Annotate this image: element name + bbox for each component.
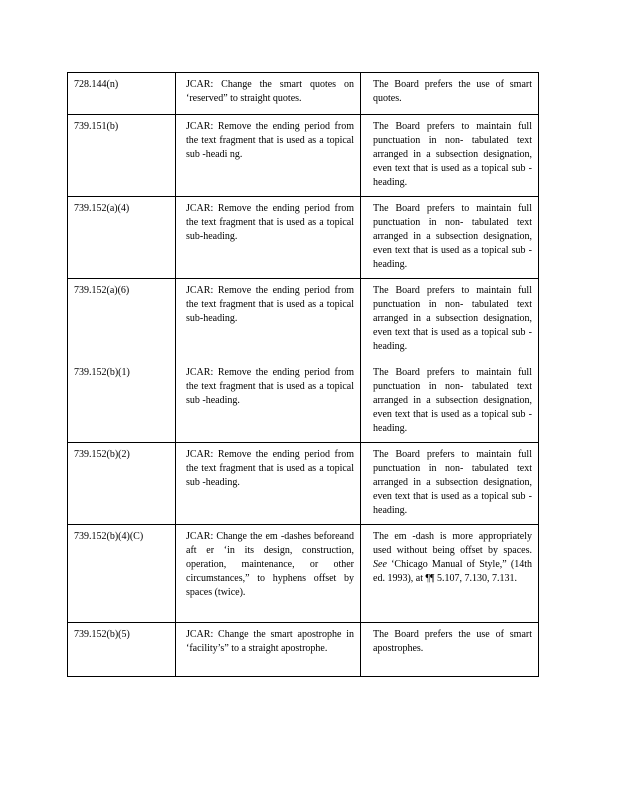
- jcar-comment: JCAR: Remove the ending period from the text fragment that is used as a topical sub -heading.: [186, 449, 354, 488]
- table-row: [68, 197, 539, 279]
- board-response-cell: [361, 197, 539, 279]
- jcar-comment-cell: [176, 115, 361, 197]
- section-cell: [68, 361, 176, 443]
- jcar-comment: JCAR: Change the smart apostrophe in ‘facility’s” to a straight apostrophe.: [186, 629, 354, 654]
- jcar-comment: JCAR: Remove the ending period from the text fragment that is used as a topical sub -headi ng.: [186, 121, 354, 160]
- section-cell: [68, 279, 176, 361]
- section-number: 739.152(a)(4): [74, 203, 130, 214]
- section-cell: [68, 443, 176, 525]
- jcar-comment-cell: [176, 525, 361, 623]
- jcar-response-table: [67, 72, 539, 677]
- board-response-citation: ‘Chicago Manual of Style,” (14th ed. 1993), at ¶¶ 5.107, 7.130, 7.131.: [373, 559, 532, 584]
- jcar-comment: JCAR: Change the em -dashes beforeand aft er ‘in its design, construction, operation, maintenance, or other circumstances,” to hyphens offset by spaces (twice).: [186, 531, 354, 598]
- board-response: The Board prefers to maintain full punctuation in non- tabulated text arranged in a subsection designation, even text that is used as a topical sub -heading.: [373, 203, 532, 270]
- section-number: 739.152(b)(2): [74, 449, 130, 460]
- section-number: 739.152(b)(5): [74, 629, 130, 640]
- section-number: 739.151(b): [74, 121, 119, 132]
- board-response-cell: [361, 361, 539, 443]
- board-response-cell: [361, 623, 539, 677]
- jcar-comment-cell: [176, 197, 361, 279]
- board-response-cell: [361, 525, 539, 623]
- table-row: [68, 525, 539, 623]
- jcar-comment: JCAR: Remove the ending period from the text fragment that is used as a topical sub -heading.: [186, 366, 354, 406]
- board-response-cell: [361, 443, 539, 525]
- section-cell: [68, 525, 176, 623]
- section-number: 728.144(n): [74, 79, 119, 90]
- table-row: [68, 279, 539, 361]
- board-response-cell: [361, 115, 539, 197]
- section-number: 739.152(a)(6): [74, 285, 130, 296]
- jcar-comment-cell: [176, 623, 361, 677]
- jcar-comment-cell: [176, 279, 361, 361]
- board-response: The Board prefers the use of smart quotes.: [373, 79, 532, 104]
- jcar-comment: JCAR: Remove the ending period from the text fragment that is used as a topical sub-heading.: [186, 203, 354, 242]
- jcar-comment: JCAR: Remove the ending period from the text fragment that is used as a topical sub-heading.: [186, 285, 354, 324]
- section-number: 739.152(b)(1): [74, 366, 130, 378]
- board-response: The Board prefers to maintain full punctuation in non- tabulated text arranged in a subsection designation, even text that is used as a topical sub -heading.: [373, 285, 532, 352]
- table-row: [68, 623, 539, 677]
- jcar-comment-cell: [176, 361, 361, 443]
- table-row: [68, 361, 539, 443]
- section-cell: [68, 623, 176, 677]
- table-row: [68, 443, 539, 525]
- table-row: [68, 73, 539, 115]
- see-signal: See: [373, 559, 387, 570]
- board-response-part: The em -dash is more appropriately used without being offset by spaces.: [373, 531, 532, 556]
- board-response: The Board prefers to maintain full punctuation in non- tabulated text arranged in a subsection designation, even text that is used as a topical sub -heading.: [373, 366, 532, 434]
- jcar-comment-cell: [176, 443, 361, 525]
- board-response: The Board prefers to maintain full punctuation in non- tabulated text arranged in a subsection designation, even text that is used as a topical sub -heading.: [373, 121, 532, 188]
- section-cell: [68, 73, 176, 115]
- jcar-comment: JCAR: Change the smart quotes on ‘reserved” to straight quotes.: [186, 79, 354, 104]
- board-response: The Board prefers to maintain full punctuation in non- tabulated text arranged in a subsection designation, even text that is used as a topical sub -heading.: [373, 449, 532, 516]
- section-cell: [68, 115, 176, 197]
- section-number: 739.152(b)(4)(C): [74, 531, 144, 542]
- section-cell: [68, 197, 176, 279]
- table-row: [68, 115, 539, 197]
- jcar-comment-cell: [176, 73, 361, 115]
- board-response-cell: [361, 73, 539, 115]
- board-response-cell: [361, 279, 539, 361]
- board-response: The Board prefers the use of smart apostrophes.: [373, 629, 532, 654]
